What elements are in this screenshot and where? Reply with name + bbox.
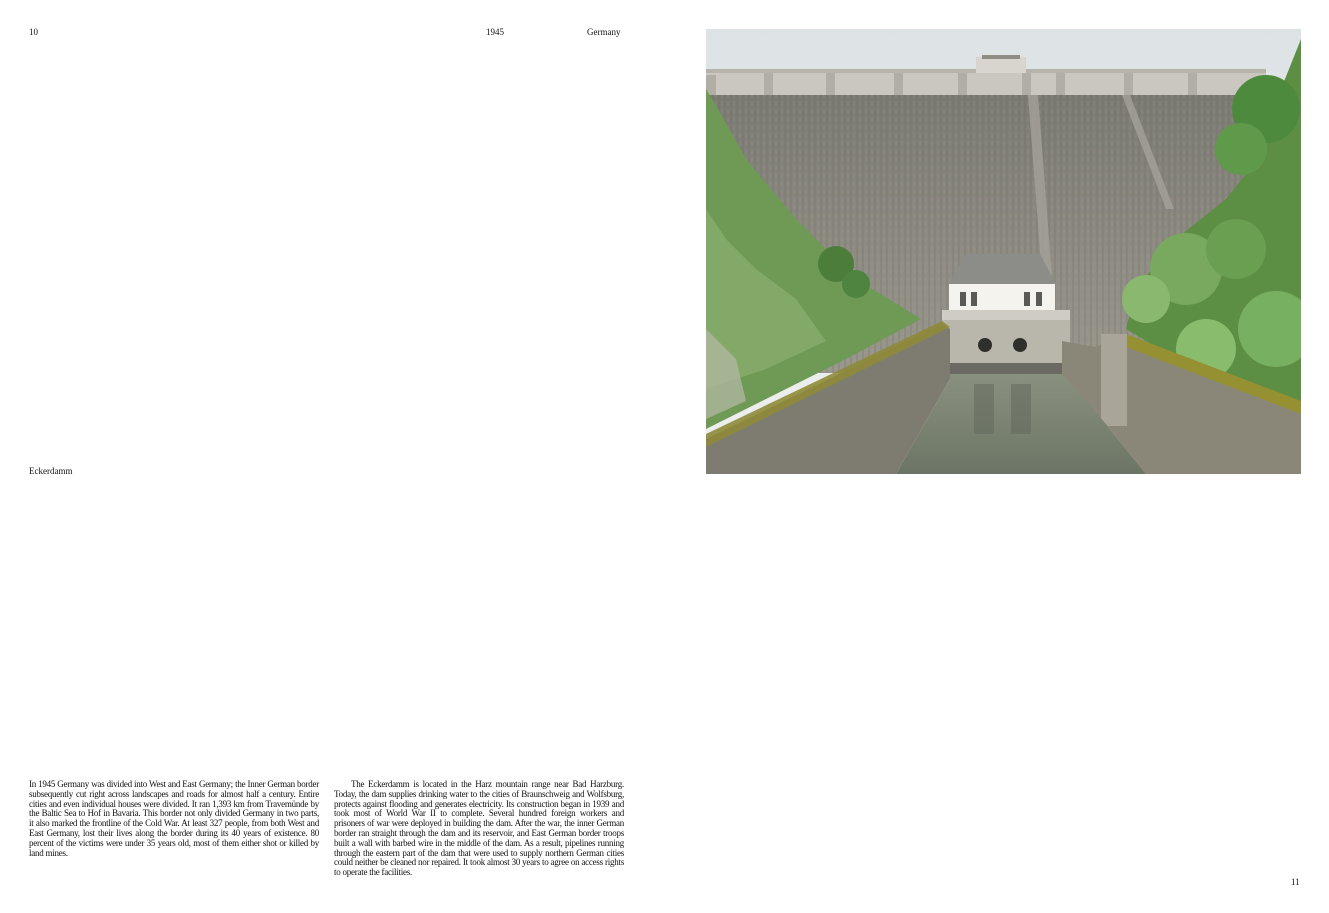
body-column-1	[29, 780, 319, 858]
paragraph-history: In 1945 Germany was divided into West and East Germany; the Inner German border subsequently cut right across landscapes and roads for almost half a century. Entire cities and even individual houses were divided. It ran 1,393 km from Travemünde by the Baltic Sea to Hof in Bavaria. This border not only divided Germany in two parts, it also marked the frontline of the Cold War. At least 327 people, from both West and East Germany, lost their lives along the border during its 40 years of existence. 80 percent of the victims were under 35 years old, most of them either shot or killed by land mines.	[29, 779, 319, 858]
dam-crest	[706, 71, 1266, 95]
dam-illustration	[706, 29, 1301, 474]
location-title: Eckerdamm	[29, 466, 73, 476]
page-number-right: 11	[1291, 877, 1300, 887]
dam-photograph	[706, 29, 1301, 474]
country-label: Germany	[587, 27, 621, 37]
page-number-left: 10	[29, 27, 38, 37]
body-column-2	[334, 780, 624, 878]
paragraph-eckerdamm: The Eckerdamm is located in the Harz mountain range near Bad Harzburg. Today, the dam supplies drinking water to the cities of Braunschweig and Wolfsburg, protects against flooding and generates electricity. Its construction began in 1939 and took most of World War II to complete. Several hundred foreign workers and prisoners of war were deployed in building the dam. After the war, the inner German border ran straight through the dam and its reservoir, and East German border troops built a wall with barbed wire in the middle of the dam. As a result, pipelines running through the eastern part of the dam that were used to supply northern German cities could neither be cleaned nor repaired. It took almost 30 years to agree on access rights to operate the facilities.	[334, 779, 624, 878]
year-label: 1945	[486, 27, 504, 37]
